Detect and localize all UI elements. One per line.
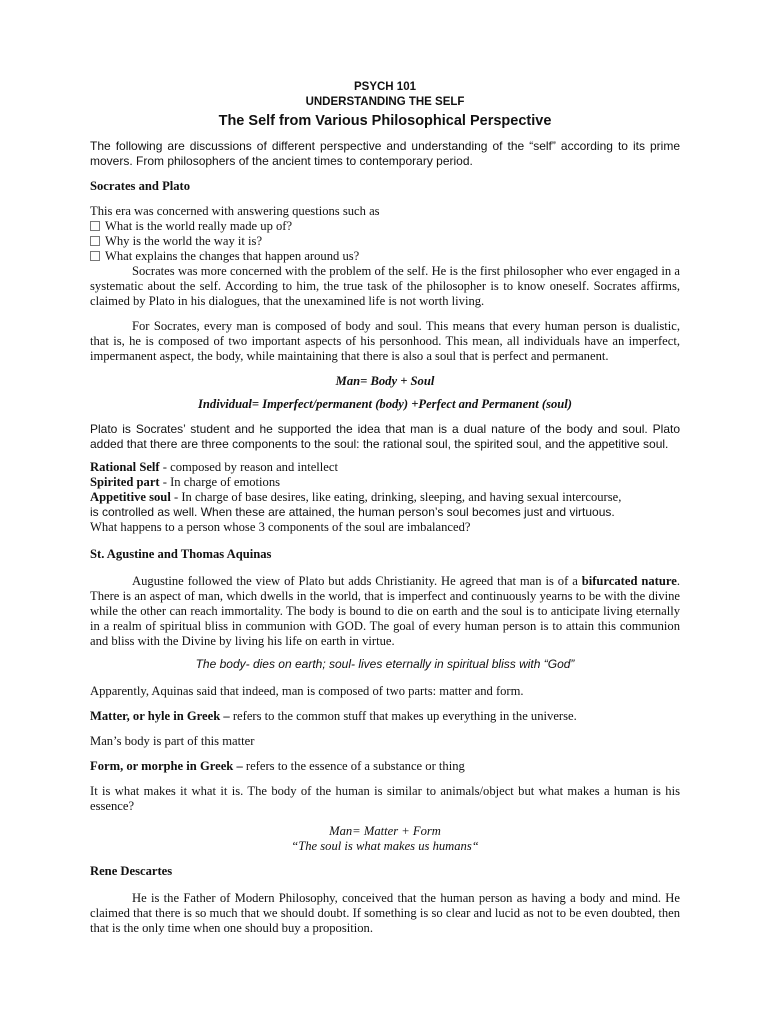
imbalance-question: What happens to a person whose 3 components of the soul are imbalanced?: [90, 520, 471, 534]
intro-paragraph: The following are discussions of different perspective and understanding of the “self” according to its prime movers. From philosophers of the ancient times to contemporary period.: [90, 139, 680, 168]
list-item: Why is the world the way it is?: [90, 234, 680, 249]
bullet-box-icon: [90, 221, 100, 231]
body-soul-quote: The body- dies on earth; soul- lives eternally in spiritual bliss with “God”: [195, 657, 575, 671]
component-controlled: is controlled as well. When these are attained, the human person’s soul becomes just and virtuous.: [90, 505, 615, 519]
document-header: [90, 80, 680, 131]
component-spirited: Spirited part - In charge of emotions: [90, 475, 281, 489]
aquinas-paragraph: Apparently, Aquinas said that indeed, man is composed of two parts: matter and form.: [90, 684, 524, 698]
formula-individual: Individual= Imperfect/permanent (body) +Perfect and Permanent (soul): [198, 397, 572, 411]
augustine-paragraph-1: Augustine followed the view of Plato but adds Christianity. He agreed that man is of a bifurcated nature. There is an aspect of man, which dwells in the world, that is imperfect and continuously yearns to be with the divine while the other can reach immortality. The body is bound to die on earth and the soul is to anticipate living eternally in a realm of spiritual bliss in communion with GOD. The goal of every human person is to attain this communion and bliss with the Divine by living his life on earth in virtue.: [90, 574, 680, 648]
section-heading-augustine: St. Agustine and Thomas Aquinas: [90, 547, 272, 561]
bullet-box-icon: [90, 251, 100, 261]
descartes-paragraph: He is the Father of Modern Philosophy, conceived that the human person as having a body and mind. He claimed that there is so much that we should doubt. If something is so clear and lucid as not to be even doubted, then that is the only time when one should buy a proposition.: [90, 891, 680, 935]
component-appetitive: Appetitive soul - In charge of base desires, like eating, drinking, sleeping, and having sexual intercourse,: [90, 490, 622, 504]
course-code: PSYCH 101: [353, 81, 416, 93]
form-definition: Form, or morphe in Greek – refers to the essence of a substance or thing: [90, 759, 465, 773]
soul-humans-quote: “The soul is what makes us humans“: [291, 839, 479, 853]
plato-paragraph: Plato is Socrates’ student and he supported the idea that man is a dual nature of the body and soul. Plato added that there are three components to the soul: the rational soul, the spirited soul, and the appetitive soul.: [90, 422, 680, 451]
section-heading-socrates: Socrates and Plato: [90, 179, 191, 193]
socrates-lead: This era was concerned with answering questions such as: [90, 204, 380, 218]
component-rational: Rational Self - composed by reason and intellect: [90, 460, 338, 474]
formula-matter-form: Man= Matter + Form: [329, 824, 441, 838]
unit-title: UNDERSTANDING THE SELF: [305, 96, 465, 108]
formula-man-body-soul: Man= Body + Soul: [335, 374, 435, 388]
essence-paragraph: It is what makes it what it is. The body of the human is similar to animals/object but what makes a human is his essence?: [90, 784, 680, 813]
bullet-box-icon: [90, 236, 100, 246]
socrates-paragraph-1: Socrates was more concerned with the problem of the self. He is the first philosopher who ever engaged in a systematic about the self. According to him, the true task of the philosopher is to know oneself. Socrates affirms, claimed by Plato in his dialogues, that the unexamined life is not worth living.: [90, 264, 680, 308]
list-item: What is the world really made up of?: [90, 219, 680, 234]
section-heading-descartes: Rene Descartes: [90, 864, 173, 878]
list-item: What explains the changes that happen around us?: [90, 249, 680, 264]
matter-definition: Matter, or hyle in Greek – refers to the common stuff that makes up everything in the universe.: [90, 709, 577, 723]
question-list: [90, 219, 680, 264]
soul-components: [90, 460, 680, 535]
socrates-paragraph-2: For Socrates, every man is composed of body and soul. This means that every human person is dualistic, that is, he is composed of two important aspects of his personhood. This mean, all individuals have an imperfect, impermanent aspect, the body, while maintaining that there is also a soul that is perfect and permanent.: [90, 319, 680, 363]
page-title: The Self from Various Philosophical Perspective: [218, 113, 552, 129]
matter-note: Man’s body is part of this matter: [90, 734, 255, 748]
